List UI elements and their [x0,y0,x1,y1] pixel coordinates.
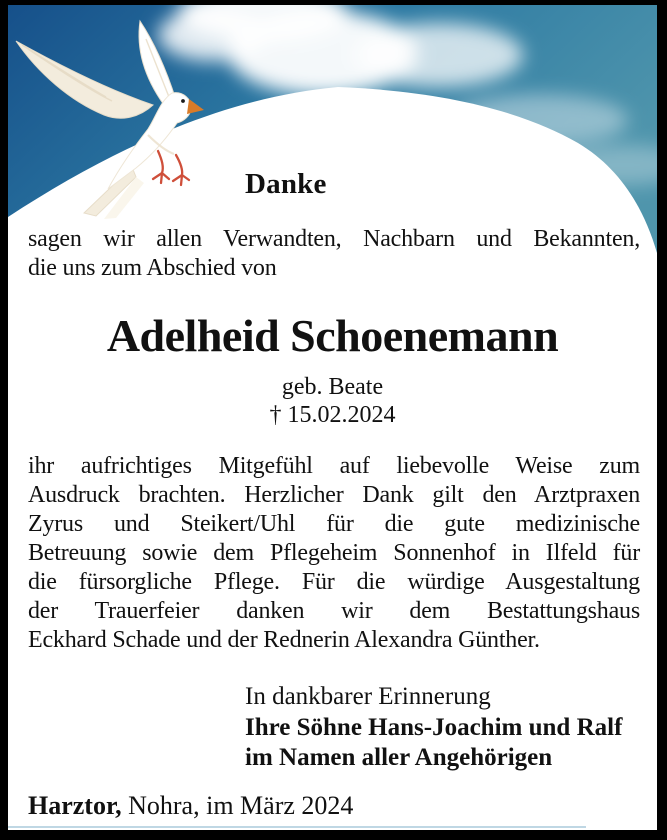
bottom-rule [8,826,586,828]
notice-title: Danke [245,168,327,200]
thanks-line: Ausdruck brachten. Herzlicher Dank gilt den Arztpraxen [28,482,640,508]
mourners-line-1: Ihre Söhne Hans-Joachim und Ralf [245,713,623,741]
thanks-line: Zyrus und Steikert/Uhl für die gute medizinische [28,511,640,537]
closing-block [245,682,622,774]
death-date: † 15.02.2024 [269,402,396,428]
place-name: Harztor, [28,791,122,820]
dove-eye [181,99,185,103]
intro-line: sagen wir allen Verwandten, Nachbarn und Bekannten, [28,226,640,252]
deceased-name: Adelheid Schoenemann [106,310,559,361]
thanks-paragraph [28,452,640,655]
intro-paragraph [28,225,640,283]
birth-name: geb. Beate [281,374,384,400]
thanks-line: der Trauerfeier danken wir dem Bestattungshaus [28,598,640,624]
mourners-line-2: im Namen aller Angehörigen [245,744,553,771]
place-date-rest: Nohra, im März 2024 [121,791,354,820]
thanks-line: Betreuung sowie dem Pflegeheim Sonnenhof in Ilfeld für [28,540,640,566]
intro-line: die uns zum Abschied von [28,255,277,281]
thanks-line: die fürsorgliche Pflege. Für die würdige Ausgestaltung [28,569,640,595]
thanks-line: Eckhard Schade und der Rednerin Alexandra Günther. [28,627,540,653]
thanks-line: ihr aufrichtiges Mitgefühl auf liebevolle Weise zum [28,453,640,479]
remembrance-line: In dankbarer Erinnerung [245,683,491,710]
place-date-line [28,791,353,821]
notice-card [8,5,657,830]
